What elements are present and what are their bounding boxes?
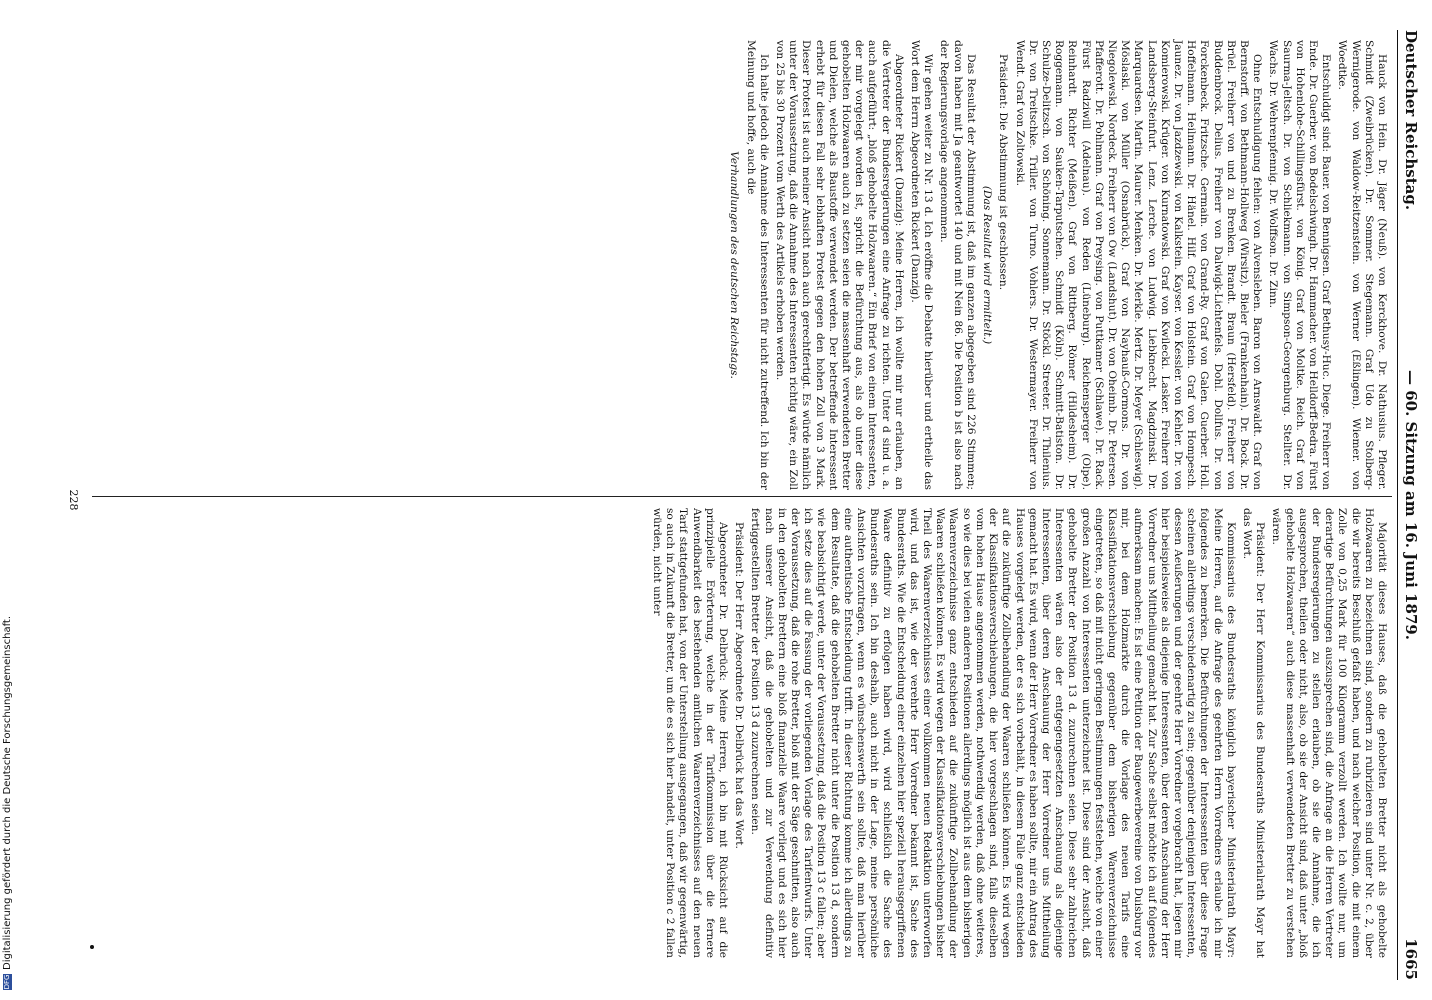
paragraph: Wir gehen weiter zu Nr. 13 d. Ich eröffne die Debatte hierüber und ertheile das Wort dem Herrn Abgeordneten Rickert (Danzig). — [909, 40, 935, 490]
paragraph: Abgeordneter Rickert (Danzig): Meine Herren, ich wollte mir nur erlauben, an die Vertreter der Bundesregierungen eine Anfrage zu richten. Unter d sind u. a. auch aufgeführt: „bloß gehobelte Holzwaaren.“ Ein Brief von einem Interessenten, der mir vorgelegt worden ist, spricht die Befürchtung aus, als ob unter diese gehobelten Holzwaaren auch zu setzen seien die massenhaft verwendeten Bretter und Dielen, welche als Baustoffe verwendet werden. Der betreffende Interessent erhebt für diesen Fall sehr lebhaften Protest gegen den hohen Zoll von 3 Mark. Dieser Protest ist auch meiner Ansicht nach auch gerechtfertigt. Es würde nämlich unter der Voraussetzung, daß die Annahme des Interessenten richtig wäre, ein Zoll von 25 bis 30 Prozent vom Werth des Artikels erhoben werden. — [774, 40, 905, 490]
paragraph: (Das Resultat wird ermittelt.) — [981, 185, 994, 345]
session-title: — 60. Sitzung am 16. Juni 1879. — [1402, 370, 1420, 640]
page-number: 1665 — [1402, 938, 1420, 980]
paragraph: Präsident: Die Abstimmung ist geschlossen. — [997, 54, 1010, 291]
left-column — [88, 40, 1388, 490]
paragraph: Kommissarius des Bundesraths königlich bayerischer Ministerialrath Mayr: Meine Herren, auf die Anfrage des geehrten Herrn Vorredners erlaube ich mir folgendes zu bemerken. Die Befürchtungen der Interessenten über diese Frage scheinen allerdings verschiedenartig zu sein; gegenüber denjenigen Interessenten, dessen Aeußerungen und der geehrte Herr Vorredner vorgebracht hat, liegen mir hier beispielsweise als diejenige Interessenten, über deren Anschauung der Herr Vorredner uns Mittheilung gemacht hat. Zur Sache selbst möchte ich auf folgendes aufmerksam machen: Es ist eine Petition der Baugewerbevereine von Duisburg vor mir, bei dem Holzmarkte durch die Vorlage des neuen Tarifs eine Klassifikationsverschiebung gegenüber dem bisherigen Warenverzeichnisse eingetreten, so daß mit nicht geringen Bestimmungen feststehen, welche von einer großen Anzahl von Interessenten unterzeichnet ist. Diese sind der Ansicht, daß gehobelte Bretter der Position 13 d. zuzurechnen seien. Diese sehr zahlreichen Interessenten wären also der entgegengesetzten Anschauung als diejenige Interessenten, über deren Anschauung der Herr Vorredner uns Mittheilung gemacht hat. Es wird, wenn der Herr Vorredner es haben sollte, mir ein Antrag des Hauses vorgelegt werden, der es sich vorbehält, in diesem Falle ganz entschieden auf die zukünftige Zollbehandlung der Waaren schließen können. Es wird wegen der Klassifikationsverschiebungen, die hier vorgeschlagen sind, falls dieselben vom hohen Hause angenommen werden, nothwendig werden, daß ohne weiteres, so wie dies bei vielen anderen Positionen allerdings möglich ist aus dem bisherigen Waarenverzeichnisse ganz entschieden auf die zukünftige Zollbehandlung der Waaren schließen können. Es wird wegen der Klassifikationsverschiebungen bisher Theil des Waarenverzeichnisses einer vollkommen neuen Redaktion unterworfen wird, und das ist, wie der verehrte Herr Vorredner bekannt ist, Sache des Bundesraths. Wie die Entscheidung einer einzelnen hier speziell herausgegriffenen Waare definitiv zu erfolgen haben wird, wird schließlich die Sache des Bundesraths sein. Ich bin deshalb, auch nicht in der Lage, meine persönliche Ansichten vorzutragen, wenn es wünschenswerth sein sollte, daß man hierüber eine authentische Entscheidung trifft. In dieser Richtung komme ich allerdings zu dem Resultate, daß die gehobelten Bretter nicht unter die Position 13 d, sondern wie beabsichtigt werde, unter der Voraussetzung, daß die Position 13 c fallen; aber ich setze dies auf die Fassung der vorliegenden Vorlage des Tarifentwurfs. Unter der Voraussetzung, daß die rohe Bretter, bloß mit der Säge geschnitten, also auch in den gehobelten Brettern eine bloß finanzielle Waare vorliegt und es sich hier nach unserer Ansicht, daß die gehobelten und zur Verwendung definitiv fertiggestellten Bretter der Position 13 d zuzurechnen seien. — [749, 508, 1237, 958]
column-footer: Verhandlungen des deutschen Reichstags. — [728, 151, 741, 379]
paragraph: Präsident: Der Herr Abgeordnete Dr. Delbrück hat das Wort. — [733, 522, 746, 849]
paragraph: Abgeordneter Dr. Delbrück: Meine Herren, ich bin mit Rücksicht auf die prinzipielle Erörterung, welche in der Tarifkommission über die fernere Anwendbarkeit des bestehenden amtlichen Waarenverzeichnisses auf den neuen Tarif stattgefunden hat, von der Unterstellung ausgegangen, daß wir gegenwärtig, so auch in Zukunft die Bretter, um die es sich hier handelt, unter Position c 2 fallen würden, nicht unter — [651, 508, 730, 958]
page-header — [1397, 30, 1424, 980]
paragraph: Präsident: Der Herr Kommissarius des Bundesraths Ministerialrath Mayr hat das Wort. — [1240, 508, 1267, 958]
paragraph: Majorität dieses Hauses, daß die gehobelten Bretter nicht als gehobelte Holzwaaren zu bezeichnen sind, sondern zu rubrizieren sind unter Nr. c. 2, über die wir bereits Beschluß gefaßt haben, und nach welcher Position, die mit einem Zolle von 0,25 Mark für 100 Kilogramm verzollt werden. Ich wollte nur, um derartige Befürchtungen auszusprechen sind, die Anfrage an die Herren Vertreter der Bundesregierungen zu stellen erlauben, ob sie die Annahme, die ich ausgesprochen, theilen oder nicht, also, ob sie der Ansicht sind, daß unter „bloß gehobelte Holzwaaren“ auch diese massenhaft verwendeten Bretter zu verstehen wären. — [1270, 508, 1388, 958]
paragraph: Entschuldigt sind: Bauer. von Bennigsen. Graf Bethusy-Huc. Diege. Freiherr von Ende. Dr. Guerber. von Bodelschwingh. Dr. Hammacher. von Helldorff-Bedra. Fürst von Hohenlohe-Schillingsfürst. von König. Graf von Moltke. Reich. Graf von Saurma-Jeltsch. Dr. von Schliekmann. von Simpson-Georgenburg. Stellter. Dr. Wachs. Dr. Wehrenpfennig. Dr. Wolffson. Dr. Zinn. — [1267, 40, 1333, 490]
digitization-credit-text: Digitalisierung gefördert durch die Deutsche Forschungsgemeinschaft. — [2, 615, 13, 970]
paragraph: Ich halte jedoch die Annahme des Interessenten für nicht zutreffend. Ich bin der Meinung und hoffe, auch die — [744, 40, 770, 490]
column-divider — [92, 496, 1392, 497]
dfg-logo-icon: DFG — [2, 974, 11, 990]
paragraph: Ohne Entschuldigung fehlen: von Alvensleben. Baron von Arnswaldt. Graf von Bernstorff. von Bethmann-Hollweg (Wirsitz). Bieler (Frankenhain). Dr. Bock. Dr. Brüel. Freiherr von und zu Brenken. Brandt. Braun (Hersfeld). Freiherr von Buddenbrock. Delius. Freiherr von Dalwigk-Lichtenfels. Dohl. Dollfus. Dr. von Forckenbeck. Fritzsche. Germain. von Grand-Ry. Graf von Galen. Guerber. Holl. Hoffelmann. Heilmann. Dr. Hänel. Hilf. Graf von Holstein. Graf von Hompesch. Jaunez. Dr. von Jazdzewski. von Kalkstein. Kayser. von Kessler. von Kehler. Dr. von Komierowski. Krüger. von Kurnatowski. Graf von Kwilecki. Lasker. Freiherr von Landsberg-Steinfurt. Lenz. Lerche. von Ludwig. Liebknecht. Magdzinski. Dr. Marquardsen. Martin. Maurer. Menken. Dr. Merkle. Mertz. Dr. Meyer (Schleswig). Möslaski. von Müller (Osnabrück). Graf von Nayhauß-Cormons. Dr. von Niegolewski. Nordeck. Freiherr von Ow (Landshut). Dr. von Oheimb. Dr. Petersen. Pfafferott. Dr. Pohlmann. Graf von Preysing. von Puttkamer (Schlawe). Dr. Rack. Fürst Radziwill (Adelnau). von Reden (Lüneburg). Reichensperger (Olpe). Reinhardt. Richter (Meißen). Graf von Rittberg. Römer (Hildesheim). Dr. Roggemann. von Sauken-Tarputschen. Schmidt (Köln). Schmitt-Batiston. Dr. Schulze-Delitzsch. von Schöning. Sonnemann. Dr. Stöckl. Streeter. Dr. Thilenius. Dr. von Treitschke. Triller. von Turno. Vohlers. Dr. Westermayer. Freiherr von Wendt. Graf von Zoltowski. — [1013, 40, 1264, 490]
print-dot — [90, 945, 94, 949]
publication-title: Deutscher Reichstag. — [1402, 30, 1420, 211]
sheet-signature: 228 — [67, 489, 80, 511]
paragraph: Das Resultat der Abstimmung ist, daß im ganzen abgegeben sind 226 Stimmen; davon haben mit Ja geantwortet 140 und mit Nein 86. Die Position b ist also nach der Regierungsvorlage angenommen. — [938, 40, 977, 490]
paragraph: Hauck von Hein. Dr. Jäger (Neuß). von Kerckhove. Dr. Nathusius. Pfleger. Schmidt (Zweibrücken). Dr. Sommer. Stegemann. Graf Udo zu Stolberg-Wernigerode. von Waldow-Reitzenstein. von Werner (Eßlingen). Wiemer. von Woedtke. — [1336, 40, 1388, 490]
right-column — [88, 508, 1388, 958]
